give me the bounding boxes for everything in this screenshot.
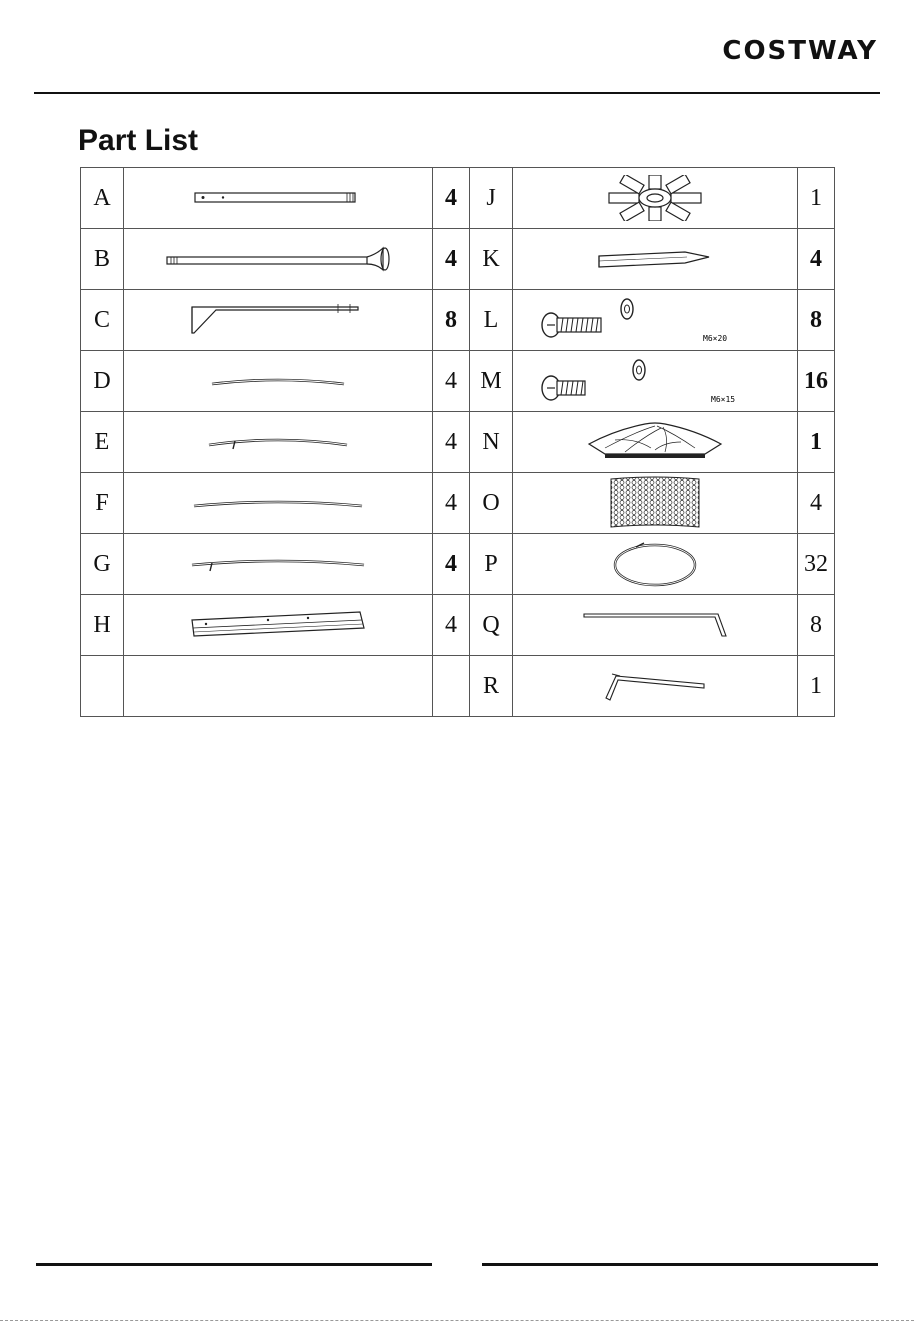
- hub-connector-icon: [605, 175, 705, 221]
- part-image: [513, 229, 798, 290]
- table-row: [81, 595, 835, 656]
- part-quantity: 4: [433, 473, 470, 534]
- table-row: [81, 168, 835, 229]
- part-quantity: 4: [433, 595, 470, 656]
- part-letter: H: [81, 595, 124, 656]
- part-letter: L: [470, 290, 513, 351]
- part-image: [513, 656, 798, 717]
- part-image: [124, 168, 433, 229]
- size-note: M6×20: [703, 334, 728, 343]
- header-divider: [34, 92, 880, 94]
- bolt-washer-icon: [535, 295, 775, 345]
- table-row: [81, 473, 835, 534]
- part-letter: G: [81, 534, 124, 595]
- ring-clip-icon: [610, 539, 700, 589]
- part-quantity: 4: [798, 229, 835, 290]
- curved-rod-clip-icon: [205, 433, 351, 451]
- part-image: [124, 656, 433, 717]
- long-allen-key-icon: [580, 610, 730, 640]
- long-curved-rod-clip-icon: [188, 555, 368, 573]
- short-allen-key-icon: [600, 666, 710, 706]
- part-image: [513, 412, 798, 473]
- part-quantity: 1: [798, 168, 835, 229]
- ground-stake-icon: [595, 247, 715, 271]
- table-row: [81, 656, 835, 717]
- part-image: [124, 412, 433, 473]
- part-image: [513, 534, 798, 595]
- part-quantity: 4: [433, 168, 470, 229]
- part-quantity: 16: [798, 351, 835, 412]
- part-letter: C: [81, 290, 124, 351]
- part-image: [124, 473, 433, 534]
- part-quantity: 8: [798, 595, 835, 656]
- table-row: [81, 534, 835, 595]
- mesh-net-icon: [607, 475, 703, 531]
- table-row: [81, 351, 835, 412]
- part-letter: O: [470, 473, 513, 534]
- part-letter: D: [81, 351, 124, 412]
- brand-logo: COSTWAY: [722, 36, 878, 66]
- part-quantity: 4: [433, 534, 470, 595]
- part-image: [124, 229, 433, 290]
- part-image: [513, 351, 798, 412]
- base-pole-icon: [163, 246, 393, 272]
- part-image: [513, 290, 798, 351]
- part-letter: M: [470, 351, 513, 412]
- part-quantity: 4: [433, 412, 470, 473]
- size-note: M6×15: [711, 395, 736, 404]
- part-letter: N: [470, 412, 513, 473]
- long-curved-rod-icon: [190, 496, 366, 510]
- part-quantity: 8: [798, 290, 835, 351]
- part-image: [124, 351, 433, 412]
- page-edge-dashes: [0, 1320, 914, 1321]
- curved-rod-icon: [208, 374, 348, 388]
- footer-divider-left: [36, 1263, 432, 1266]
- part-image: [124, 595, 433, 656]
- channel-rail-icon: [188, 610, 368, 640]
- part-quantity: 4: [433, 229, 470, 290]
- part-letter: F: [81, 473, 124, 534]
- part-quantity: 1: [798, 656, 835, 717]
- part-quantity: 4: [433, 351, 470, 412]
- short-bolt-washer-icon: [535, 356, 775, 406]
- part-letter: J: [470, 168, 513, 229]
- part-letter: P: [470, 534, 513, 595]
- part-quantity: 1: [798, 412, 835, 473]
- table-row: [81, 229, 835, 290]
- part-quantity: [433, 656, 470, 717]
- part-letter: E: [81, 412, 124, 473]
- canopy-top-icon: [585, 418, 725, 466]
- support-bracket-icon: [188, 303, 368, 337]
- part-image: [513, 473, 798, 534]
- parts-table: [80, 167, 835, 717]
- part-image: [124, 290, 433, 351]
- table-row: [81, 290, 835, 351]
- footer-divider-right: [482, 1263, 878, 1266]
- part-quantity: 8: [433, 290, 470, 351]
- pole-tube-icon: [193, 188, 363, 208]
- part-letter: Q: [470, 595, 513, 656]
- part-image: [124, 534, 433, 595]
- table-row: [81, 412, 835, 473]
- part-letter: R: [470, 656, 513, 717]
- page-title: Part List: [78, 124, 199, 157]
- part-quantity: 32: [798, 534, 835, 595]
- part-image: [513, 595, 798, 656]
- part-image: [513, 168, 798, 229]
- part-quantity: 4: [798, 473, 835, 534]
- part-letter: B: [81, 229, 124, 290]
- part-letter: [81, 656, 124, 717]
- part-letter: A: [81, 168, 124, 229]
- part-letter: K: [470, 229, 513, 290]
